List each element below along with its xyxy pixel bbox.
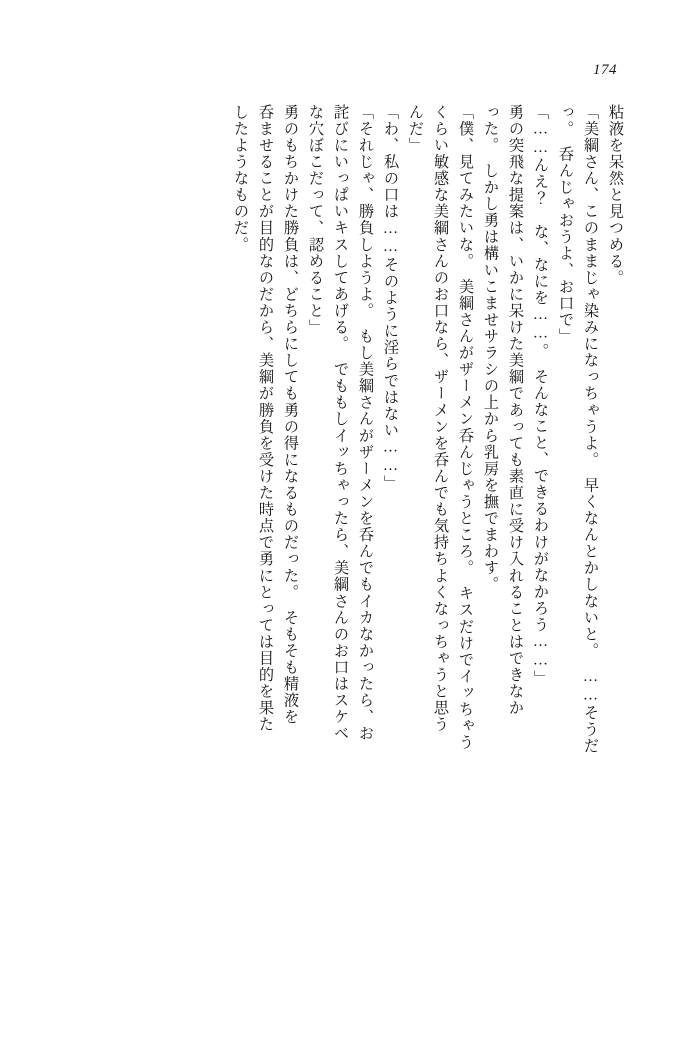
text-column: 「美綱さん、このままじゃ染みになっちゃうよ。 早くなんとかしないと。 ……そうだ <box>582 104 599 755</box>
text-column: った。 しかし勇は構いこませサラシの上から乳房を撫でまわす。 <box>482 104 499 593</box>
vertical-text-block <box>72 104 623 966</box>
text-column: んだ」 <box>407 104 424 154</box>
text-column: 「それじゃ、勝負しようよ。 もし美綱さんがザーメンを呑んでもイカなかったら、お <box>357 104 374 742</box>
text-column: 詫びにいっぱいキスしてあげる。 でももしイッちゃったら、美綱さんのお口はスケベ <box>332 104 349 742</box>
text-column: 粘液を呆然と見つめる。 <box>607 104 624 287</box>
text-column: 「わ、私の口は……そのように淫らではない……」 <box>382 104 399 492</box>
text-column: 勇の突飛な提案は、いかに呆けた美綱であっても素直に受け入れることはできなか <box>507 104 524 717</box>
text-column: っ。 呑んじゃおうよ、お口で」 <box>557 104 574 345</box>
text-column: な穴ぼこだって、認めること」 <box>307 104 324 336</box>
text-column: 勇のもちかけた勝負は、どちらにしても勇の得になるものだった。 そもそも精液を <box>282 104 299 726</box>
text-column: 呑ませることが目的なのだから、美綱が勝負を受けた時点で勇にとっては目的を果た <box>257 104 274 733</box>
page-number: 174 <box>593 62 617 78</box>
text-column: 「……んえ？ な、なにを……。 そんなこと、できるわけがなかろう……」 <box>532 104 549 687</box>
text-column: くらい敏感な美綱さんのお口なら、ザーメンを呑んでも気持ちよくなっちゃうと思う <box>432 104 449 733</box>
text-column: 「僕、見てみたいな。 美綱さんがザーメン呑んじゃうところ。 キスだけでイッちゃう <box>457 104 474 751</box>
text-column: したようなものだ。 <box>232 104 249 253</box>
